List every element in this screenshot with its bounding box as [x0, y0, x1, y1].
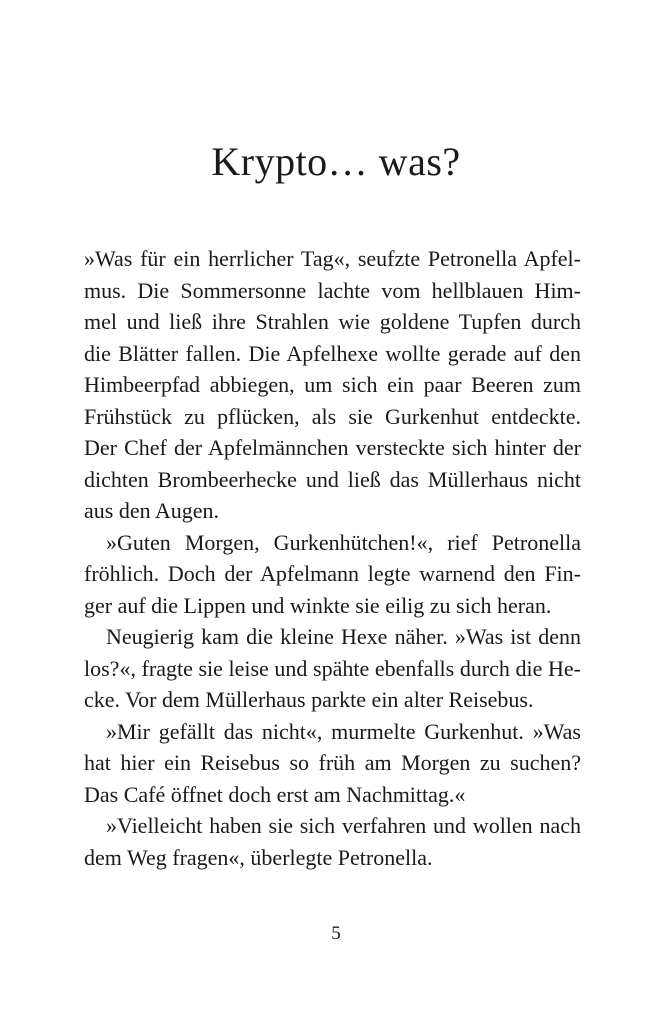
- text-line: ger auf die Lippen und winkte sie eilig zu sich heran.: [84, 592, 552, 618]
- text-line: Das Café öffnet doch erst am Nachmittag.«: [84, 781, 466, 807]
- paragraph: [84, 243, 581, 527]
- text-line: mus. Die Sommersonne lachte vom hellblauen Him-: [84, 277, 581, 303]
- text-line: dichten Brombeerhecke und ließ das Müllerhaus nicht: [84, 466, 581, 492]
- text-line: »Was für ein herrlicher Tag«, seufzte Petronella Apfel-: [84, 246, 581, 271]
- text-line: »Mir gefällt das nicht«, murmelte Gurkenhut. »Was: [106, 718, 581, 744]
- paragraph: [84, 527, 581, 622]
- paragraph: [84, 716, 581, 811]
- text-line: die Blätter fallen. Die Apfelhexe wollte gerade auf den: [84, 340, 581, 366]
- body-text: [84, 243, 581, 873]
- text-line: Neugierig kam die kleine Hexe näher. »Was ist denn: [106, 624, 581, 649]
- text-line: hat hier ein Reisebus so früh am Morgen zu suchen?: [84, 750, 581, 775]
- text-line: cke. Vor dem Müllerhaus parkte ein alter Reisebus.: [84, 687, 534, 712]
- page-number: 5: [331, 923, 341, 944]
- paragraph: [84, 621, 581, 716]
- text-line: mel und ließ ihre Strahlen wie goldene Tupfen durch: [84, 309, 581, 334]
- text-line: los?«, fragte sie leise und spähte ebenfalls durch die He-: [84, 655, 581, 681]
- text-line: Der Chef der Apfelmännchen versteckte sich hinter der: [84, 435, 581, 460]
- text-line: »Guten Morgen, Gurkenhütchen!«, rief Petronella: [106, 529, 581, 555]
- text-line: aus den Augen.: [84, 498, 220, 523]
- text-line: Himbeerpfad abbiegen, um sich ein paar Beeren zum: [84, 372, 581, 397]
- text-line: fröhlich. Doch der Apfelmann legte warnend den Fin-: [84, 561, 581, 586]
- text-line: Frühstück zu pflücken, als sie Gurkenhut entdeckte.: [84, 403, 581, 429]
- text-line: »Vielleicht haben sie sich verfahren und wollen nach: [106, 813, 581, 838]
- paragraph: [84, 810, 581, 873]
- chapter-title: Krypto… was?: [211, 139, 461, 184]
- text-line: dem Weg fragen«, überlegte Petronella.: [84, 844, 433, 870]
